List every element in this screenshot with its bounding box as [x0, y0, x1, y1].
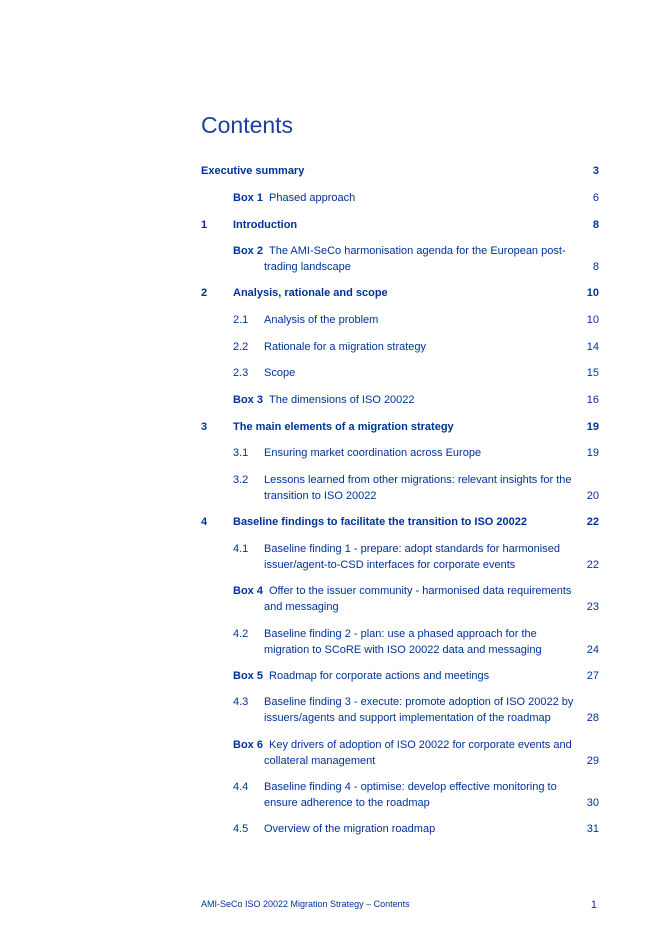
- footer-text: AMI-SeCo ISO 20022 Migration Strategy – Contents: [201, 899, 410, 909]
- toc-entry-page: 10: [586, 287, 599, 299]
- page-title: Contents: [201, 112, 294, 138]
- toc-entry-title: Offer to the issuer community - harmonised data requirements: [269, 585, 572, 597]
- toc-entry-3-2[interactable]: [0, 472, 662, 504]
- toc-entry-title: Analysis, rationale and scope: [233, 287, 388, 299]
- toc-entry-number: 4.3: [233, 696, 249, 708]
- toc-entry-page: 22: [586, 516, 599, 528]
- toc-entry-number: 1: [201, 219, 208, 231]
- toc-entry-page: 8: [592, 261, 599, 273]
- toc-entry-page: 30: [586, 797, 599, 809]
- toc-entry-title: Ensuring market coordination across Europe: [264, 447, 482, 459]
- toc-entry-page: 22: [586, 559, 599, 571]
- toc-entry-number: Box 2: [233, 245, 263, 257]
- toc-entry-page: 24: [586, 644, 599, 656]
- toc-entry-title: Baseline finding 2 - plan: use a phased approach for the: [264, 628, 537, 640]
- toc-entry-page: 27: [586, 670, 599, 682]
- toc-entry-title-cont: and messaging: [264, 601, 339, 613]
- toc-entry-box-6[interactable]: [0, 737, 662, 769]
- toc-entry-page: 15: [586, 367, 599, 379]
- toc-entry-number: 3: [201, 421, 208, 433]
- toc-entry-title-cont: trading landscape: [264, 261, 351, 273]
- toc-entry-title: Baseline finding 4 - optimise: develop effective monitoring to: [264, 781, 557, 793]
- toc-entry-title-cont: issuer/agent-to-CSD interfaces for corporate events: [264, 559, 516, 571]
- toc-entry-number: Box 3: [233, 394, 263, 406]
- toc-entry-title: Baseline findings to facilitate the transition to ISO 20022: [233, 516, 528, 528]
- toc-entry-box-4[interactable]: [0, 583, 662, 615]
- toc-entry-title-cont: migration to SCoRE with ISO 20022 data and messaging: [264, 644, 542, 656]
- toc-entry-number: Box 6: [233, 739, 263, 751]
- toc-entry-number: 4.2: [233, 628, 249, 640]
- toc-entry-page: 19: [586, 421, 599, 433]
- toc-entry-number: Box 4: [233, 585, 263, 597]
- toc-entry-number: 2.1: [233, 314, 249, 326]
- toc-entry-page: 3: [592, 165, 599, 177]
- toc-entry-number: 4.5: [233, 823, 249, 835]
- toc-entry-title: Analysis of the problem: [264, 314, 379, 326]
- toc-entry-4-2[interactable]: [0, 626, 662, 658]
- toc-entry-title-cont: ensure adherence to the roadmap: [264, 797, 430, 809]
- toc-entry-page: 28: [586, 712, 599, 724]
- toc-entry-title: Baseline finding 1 - prepare: adopt standards for harmonised: [264, 543, 560, 555]
- toc-entry-title-cont: transition to ISO 20022: [264, 490, 377, 502]
- toc-entry-page: 23: [586, 601, 599, 613]
- toc-entry-title: Scope: [264, 367, 296, 379]
- footer-page-number: 1: [590, 899, 597, 911]
- toc-entry-4-4[interactable]: [0, 779, 662, 811]
- toc-entry-title: Key drivers of adoption of ISO 20022 for corporate events and: [269, 739, 572, 751]
- toc-entry-number: Box 1: [233, 192, 263, 204]
- toc-entry-page: 29: [586, 755, 599, 767]
- toc-entry-page: 14: [586, 341, 599, 353]
- toc-entry-page: 8: [592, 219, 599, 231]
- toc-entry-number: 3.1: [233, 447, 249, 459]
- toc-entry-title-cont: issuers/agents and support implementation of the roadmap: [264, 712, 551, 724]
- toc-entry-number: 4.1: [233, 543, 249, 555]
- toc-entry-title: Introduction: [233, 219, 298, 231]
- toc-entry-title: Roadmap for corporate actions and meetings: [269, 670, 490, 682]
- toc-entry-page: 31: [586, 823, 599, 835]
- toc-entry-title: Phased approach: [269, 192, 356, 204]
- toc-entry-number: 4.4: [233, 781, 249, 793]
- toc-entry-4-3[interactable]: [0, 694, 662, 726]
- toc-entry-page: 16: [586, 394, 599, 406]
- toc-entry-number: 2.3: [233, 367, 249, 379]
- toc-entry-title: Baseline finding 3 - execute: promote adoption of ISO 20022 by: [264, 696, 574, 708]
- toc-entry-4-1[interactable]: [0, 541, 662, 573]
- toc-entry-number: 2.2: [233, 341, 249, 353]
- toc-entry-title: The AMI-SeCo harmonisation agenda for the European post-: [269, 245, 566, 257]
- toc-entry-title: The dimensions of ISO 20022: [269, 394, 415, 406]
- toc-entry-number: 2: [201, 287, 208, 299]
- toc-entry-number: 4: [201, 516, 208, 528]
- toc-entry-title: Executive summary: [201, 165, 305, 177]
- toc-entry-page: 20: [586, 490, 599, 502]
- toc-entry-title: Rationale for a migration strategy: [264, 341, 427, 353]
- toc-entry-page: 19: [586, 447, 599, 459]
- toc-entry-number: 3.2: [233, 474, 249, 486]
- toc-entry-page: 10: [586, 314, 599, 326]
- toc-entry-title: Lessons learned from other migrations: relevant insights for the: [264, 474, 572, 486]
- toc-entry-title-cont: collateral management: [264, 755, 376, 767]
- toc-entry-title: Overview of the migration roadmap: [264, 823, 436, 835]
- toc-entry-title: The main elements of a migration strategy: [233, 421, 454, 433]
- toc-entry-number: Box 5: [233, 670, 263, 682]
- toc-entry-page: 6: [592, 192, 599, 204]
- toc-entry-box-2[interactable]: [0, 243, 662, 275]
